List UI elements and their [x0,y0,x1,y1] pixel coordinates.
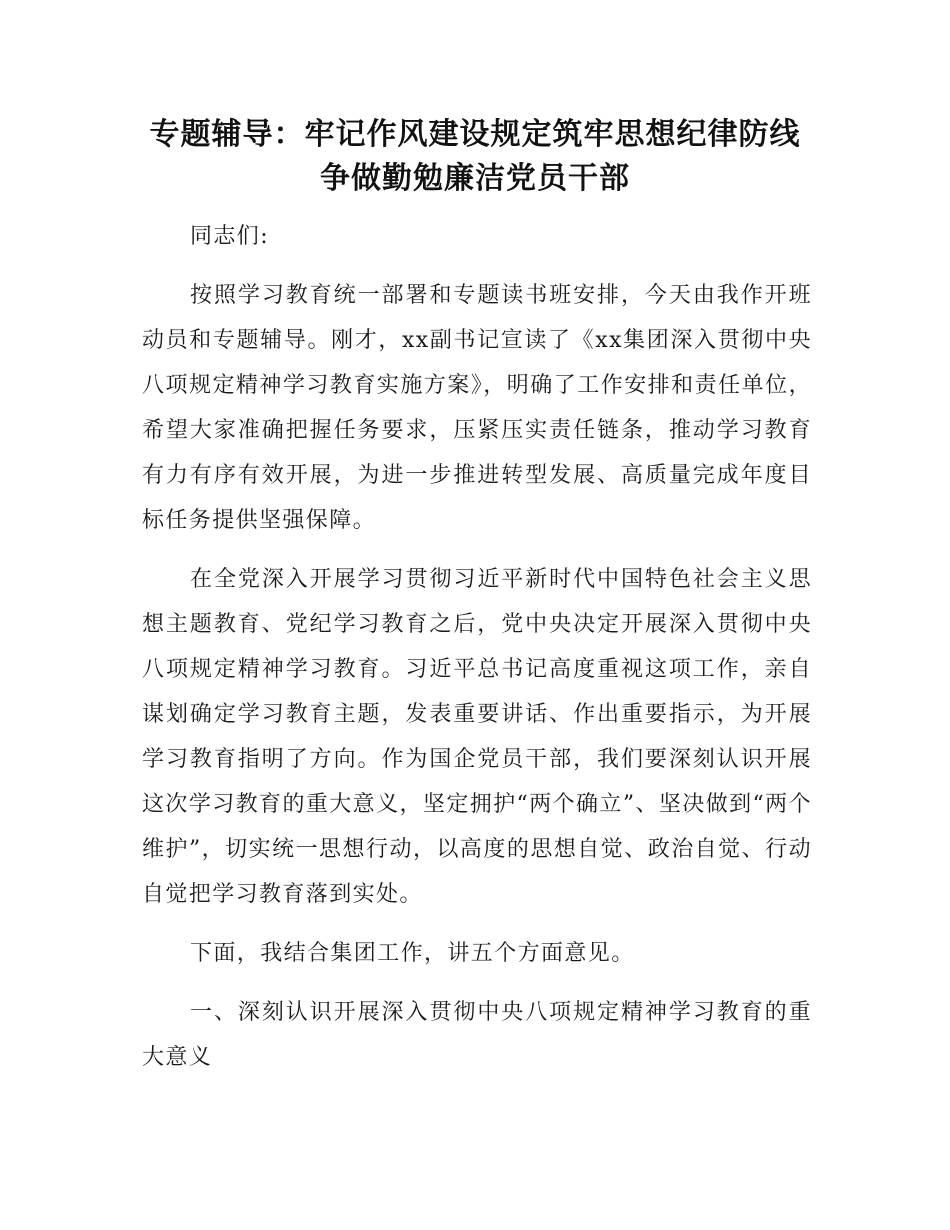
paragraph: 按照学习教育统一部署和专题读书班安排，今天由我作开班动员和专题辅导。刚才，xx副书记宣读了《xx集团深入贯彻中央八项规定精神学习教育实施方案》，明确了工作安排和责任单位，希望大家准确把握任务要求，压紧压实责任链条，推动学习教育有力有序有效开展，为进一步推进转型发展、高质量完成年度目标任务提供坚强保障。 [142,283,812,533]
section-heading: 一、深刻认识开展深入贯彻中央八项规定精神学习教育的重大意义 [142,1000,812,1070]
document-title: 专题辅导：牢记作风建设规定筑牢思想纪律防线争做勤勉廉洁党员干部 [149,117,801,196]
salutation: 同志们: [190,224,270,249]
document-body [142,214,812,1094]
paragraph: 在全党深入开展学习贯彻习近平新时代中国特色社会主义思想主题教育、党纪学习教育之后，党中央决定开展深入贯彻中央八项规定精神学习教育。习近平总书记高度重视这项工作，亲自谋划确定学习教育主题，发表重要讲话、作出重要指示，为开展学习教育指明了方向。作为国企党员干部，我们要深刻认识开展这次学习教育的重大意义，坚定拥护“两个确立”、坚决做到“两个维护”，切实统一思想行动，以高度的思想自觉、政治自觉、行动自觉把学习教育落到实处。 [142,567,812,907]
paragraph: 下面，我结合集团工作，讲五个方面意见。 [190,941,635,966]
